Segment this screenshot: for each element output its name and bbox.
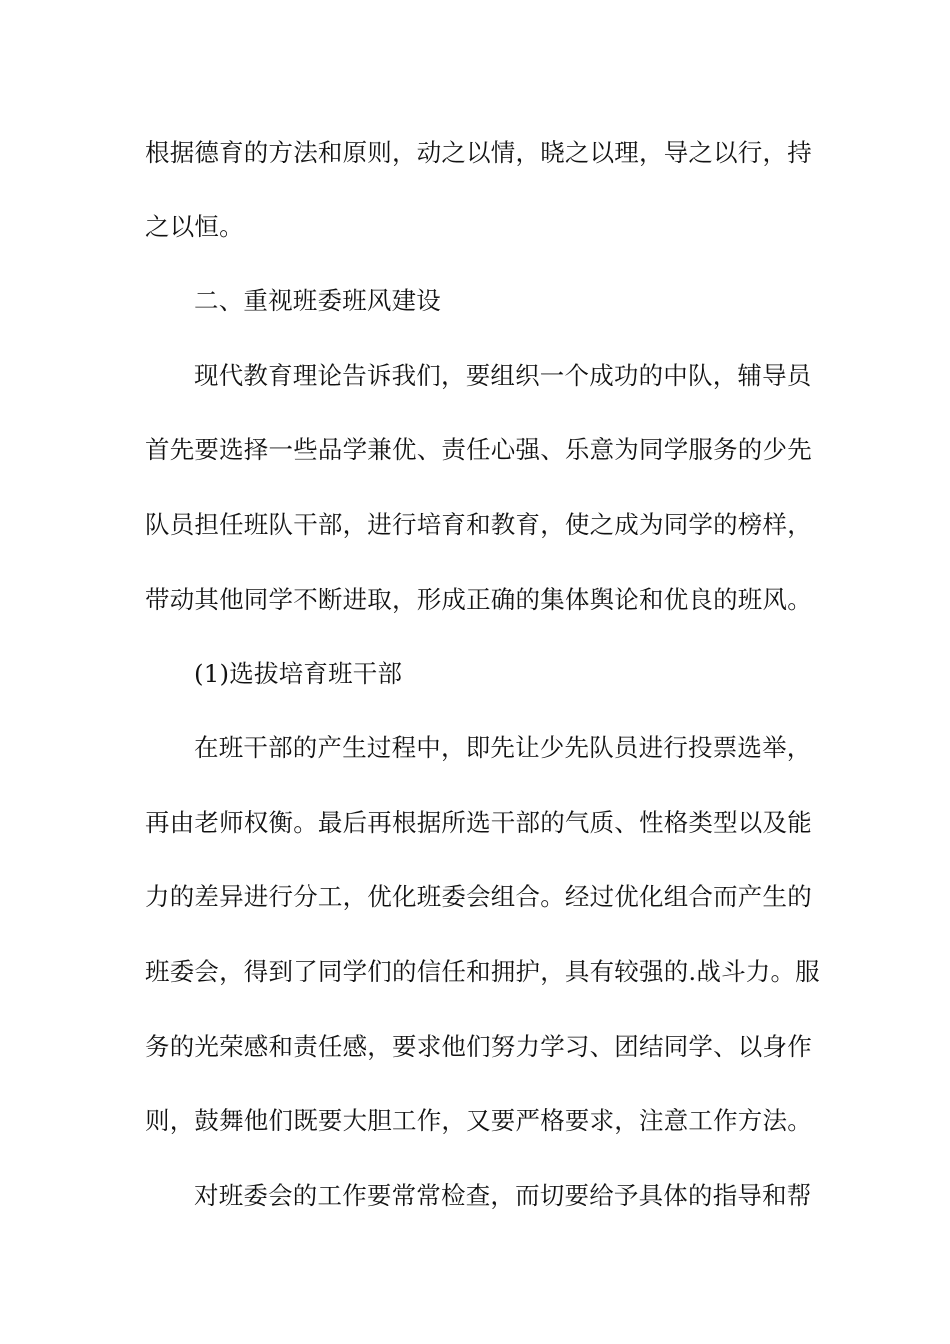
text-line: 对班委会的工作要常常检查，而切要给予具体的指导和帮	[194, 1181, 812, 1210]
section-heading: 二、重视班委班风建设	[194, 286, 441, 315]
text-line: 根据德育的方法和原则，动之以情，晓之以理，导之以行，持	[145, 138, 812, 167]
text-line: 现代教育理论告诉我们，要组织一个成功的中队，辅导员	[194, 361, 812, 390]
text-line: 之以恒。	[145, 212, 244, 241]
subsection-heading: (1)选拔培育班干部	[194, 659, 403, 688]
text-line: 则，鼓舞他们既要大胆工作，又要严格要求，注意工作方法。	[145, 1106, 812, 1135]
text-line: 首先要选择一些品学兼优、责任心强、乐意为同学服务的少先	[145, 435, 812, 464]
text-line: 队员担任班队干部，进行培育和教育，使之成为同学的榜样，	[145, 510, 812, 539]
text-line: 务的光荣感和责任感，要求他们努力学习、团结同学、以身作	[145, 1032, 812, 1061]
text-line: 班委会，得到了同学们的信任和拥护，具有较强的.战斗力。服	[145, 957, 820, 986]
text-line: 带动其他同学不断进取，形成正确的集体舆论和优良的班风。	[145, 585, 812, 614]
text-line: 力的差异进行分工，优化班委会组合。经过优化组合而产生的	[145, 882, 812, 911]
text-line: 在班干部的产生过程中，即先让少先队员进行投票选举，	[194, 733, 812, 762]
text-line: 再由老师权衡。最后再根据所选干部的气质、性格类型以及能	[145, 808, 812, 837]
